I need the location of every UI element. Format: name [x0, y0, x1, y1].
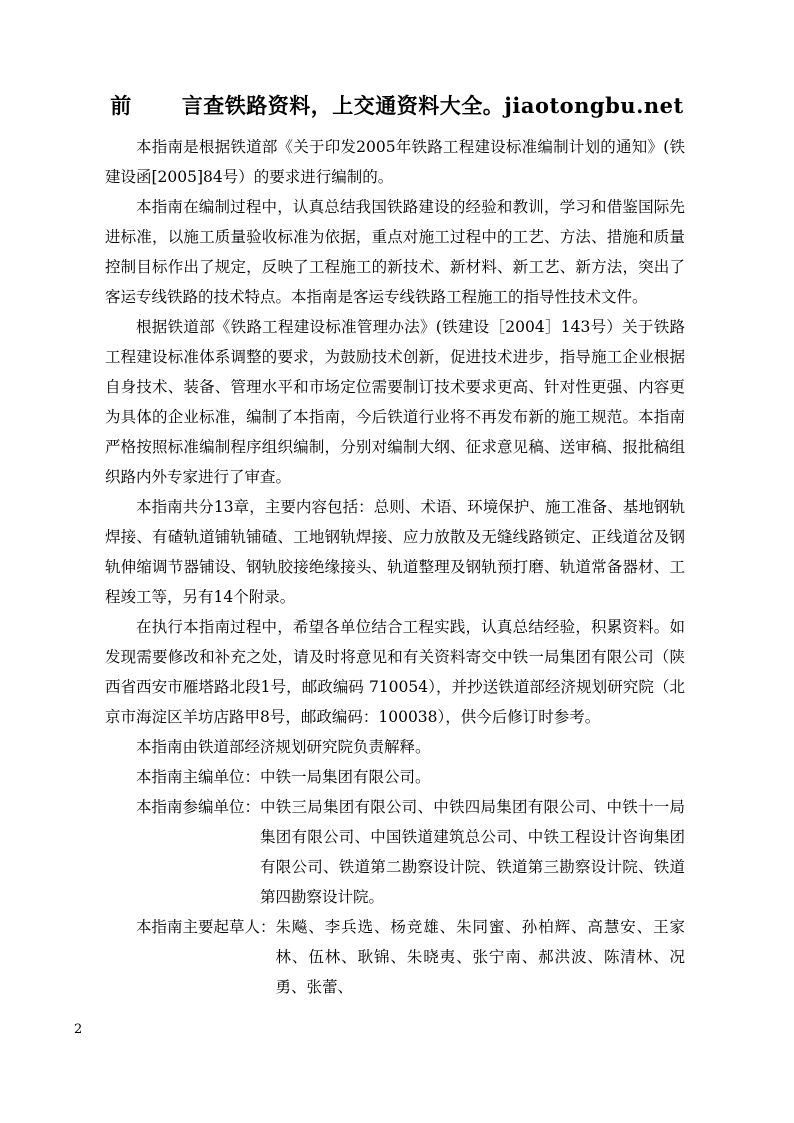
document-body	[105, 132, 685, 1002]
paragraph-1: 本指南是根据铁道部《关于印发2005年铁路工程建设标准编制计划的通知》(铁建设函[2005]84号）的要求进行编制的。	[105, 138, 685, 186]
drafters-line	[105, 912, 685, 1002]
main-editor-line	[105, 762, 685, 792]
page-number: 2	[74, 1022, 83, 1037]
paragraph-4: 本指南共分13章，主要内容包括：总则、术语、环境保护、施工准备、基地钢轨焊接、有碴轨道铺轨铺碴、工地钢轨焊接、应力放散及无缝线路锁定、正线道岔及钢轨伸缩调节器铺设、钢轨胶接绝缘接头、轨道整理及钢轨预打磨、轨道常备器材、工程竣工等，另有14个附录。	[105, 498, 685, 606]
main-editor-value: 中铁一局集团有限公司。	[260, 768, 431, 786]
drafters-label: 本指南主要起草人：	[136, 918, 276, 936]
paragraph-3: 根据铁道部《铁路工程建设标准管理办法》(铁建设［2004］143号）关于铁路工程建设标准体系调整的要求，为鼓励技术创新，促进技术进步，指导施工企业根据自身技术、装备、管理水平和市场定位需要制订技术要求更高、针对性更强、内容更为具体的企业标准，编制了本指南，今后铁道行业将不再发布新的施工规范。本指南严格按照标准编制程序组织编制，分别对编制大纲、征求意见稿、送审稿、报批稿组织路内外专家进行了审查。	[105, 318, 685, 486]
title-part2: 言查铁路资料，上交通资料大全。jiaotongbu.net	[181, 93, 684, 118]
co-editor-label: 本指南参编单位：	[136, 798, 261, 816]
co-editor-line	[105, 792, 685, 912]
main-editor-label: 本指南主编单位：	[136, 768, 261, 786]
co-editor-value: 中铁三局集团有限公司、中铁四局集团有限公司、中铁十一局集团有限公司、中国铁道建筑总公司、中铁工程设计咨询集团有限公司、铁道第二勘察设计院、铁道第三勘察设计院、铁道第四勘察设计院。	[260, 798, 685, 906]
paragraph-2: 本指南在编制过程中，认真总结我国铁路建设的经验和教训，学习和借鉴国际先进标准，以施工质量验收标准为依据，重点对施工过程中的工艺、方法、措施和质量控制目标作出了规定，反映了工程施工的新技术、新材料、新工艺、新方法，突出了客运专线铁路的技术特点。本指南是客运专线铁路工程施工的指导性技术文件。	[105, 198, 685, 306]
drafters-value: 朱飚、李兵选、杨竞雄、朱同蜜、孙柏辉、高慧安、王家林、伍林、耿锦、朱晓夷、张宁南、郝洪波、陈清林、况勇、张蕾、	[275, 918, 685, 996]
page-title	[0, 90, 794, 120]
paragraph-6: 本指南由铁道部经济规划研究院负责解释。	[136, 738, 431, 756]
paragraph-5: 在执行本指南过程中，希望各单位结合工程实践，认真总结经验，积累资料。如发现需要修改和补充之处，请及时将意见和有关资料寄交中铁一局集团有限公司（陕西省西安市雁塔路北段1号，邮政编码 710054），并抄送铁道部经济规划研究院（北京市海淀区羊坊店路甲8号，邮政编码：100038），供今后修订时参考。	[105, 618, 685, 726]
title-part1: 前	[110, 93, 132, 118]
